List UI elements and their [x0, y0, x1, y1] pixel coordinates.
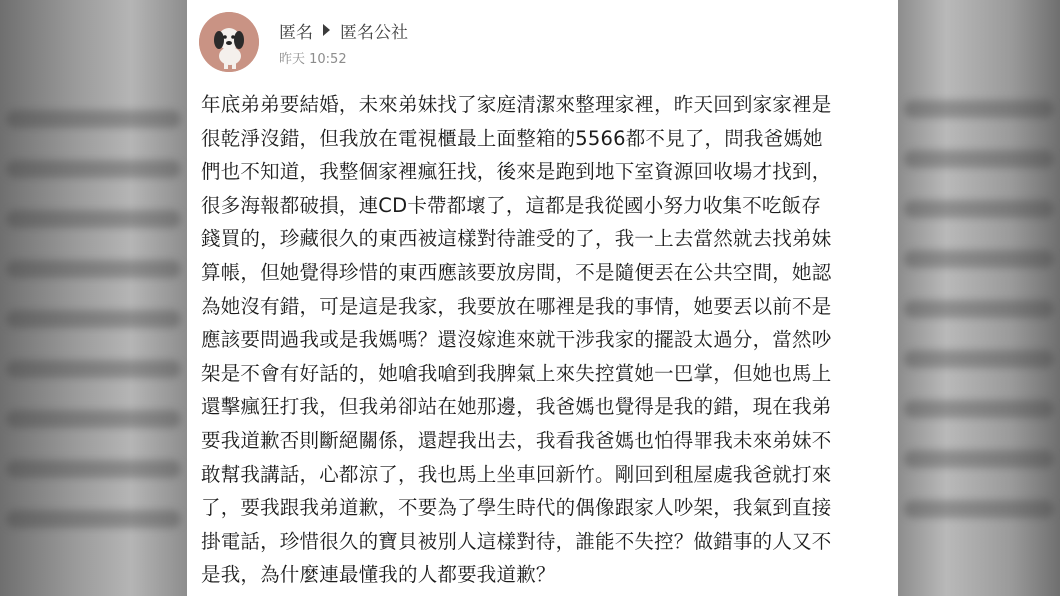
post-line: 錢買的，珍藏很久的東西被這樣對待誰受的了，我一上去當然就去找弟妹 — [201, 227, 832, 251]
dog-avatar-icon — [199, 12, 259, 72]
post-line: 架是不會有好話的，她嗆我嗆到我脾氣上來失控賞她一巴掌，但她也馬上 — [201, 361, 832, 385]
author-avatar[interactable] — [199, 12, 259, 72]
post-line: 掛電話，珍惜很久的寶貝被別人這樣對待，誰能不失控？做錯事的人又不 — [201, 529, 832, 553]
post-line: 了，要我跟我弟道歉，不要為了學生時代的偶像跟家人吵架，我氣到直接 — [201, 496, 832, 520]
post-line: 要我道歉否則斷絕關係，還趕我出去，我看我爸媽也怕得罪我未來弟妹不 — [201, 428, 832, 452]
board-name[interactable]: 匿名公社 — [340, 22, 408, 43]
post-line: 為她沒有錯，可是這是我家，我要放在哪裡是我的事情，她要丟以前不是 — [201, 294, 832, 318]
post-header — [279, 18, 408, 42]
blurred-background-right — [898, 0, 1060, 596]
post-line: 還擊瘋狂打我，但我弟卻站在她那邊，我爸媽也覺得是我的錯，現在我弟 — [201, 395, 832, 419]
post-timestamp: 昨天 10:52 — [279, 52, 347, 67]
blurred-background-left — [0, 0, 187, 596]
author-name[interactable]: 匿名 — [279, 22, 313, 43]
post-body — [201, 88, 891, 592]
post-line: 很多海報都破損，連CD卡帶都壞了，這都是我從國小努力收集不吃飯存 — [201, 193, 822, 217]
caret-right-icon — [323, 24, 330, 36]
post-card — [187, 0, 898, 596]
post-line: 年底弟弟要結婚，未來弟妹找了家庭清潔來整理家裡，昨天回到家家裡是 — [201, 93, 832, 116]
post-line: 敢幫我講話，心都涼了，我也馬上坐車回新竹。剛回到租屋處我爸就打來 — [201, 462, 832, 486]
post-line: 算帳，但她覺得珍惜的東西應該要放房間，不是隨便丟在公共空間，她認 — [201, 260, 832, 284]
post-line: 應該要問過我或是我媽嗎？還沒嫁進來就干涉我家的擺設太過分，當然吵 — [201, 328, 832, 352]
post-line: 們也不知道，我整個家裡瘋狂找，後來是跑到地下室資源回收場才找到， — [201, 160, 832, 184]
post-line: 很乾淨沒錯，但我放在電視櫃最上面整箱的5566都不見了，問我爸媽她 — [201, 126, 823, 150]
post-line: 是我，為什麼連最懂我的人都要我道歉？ — [201, 563, 556, 587]
